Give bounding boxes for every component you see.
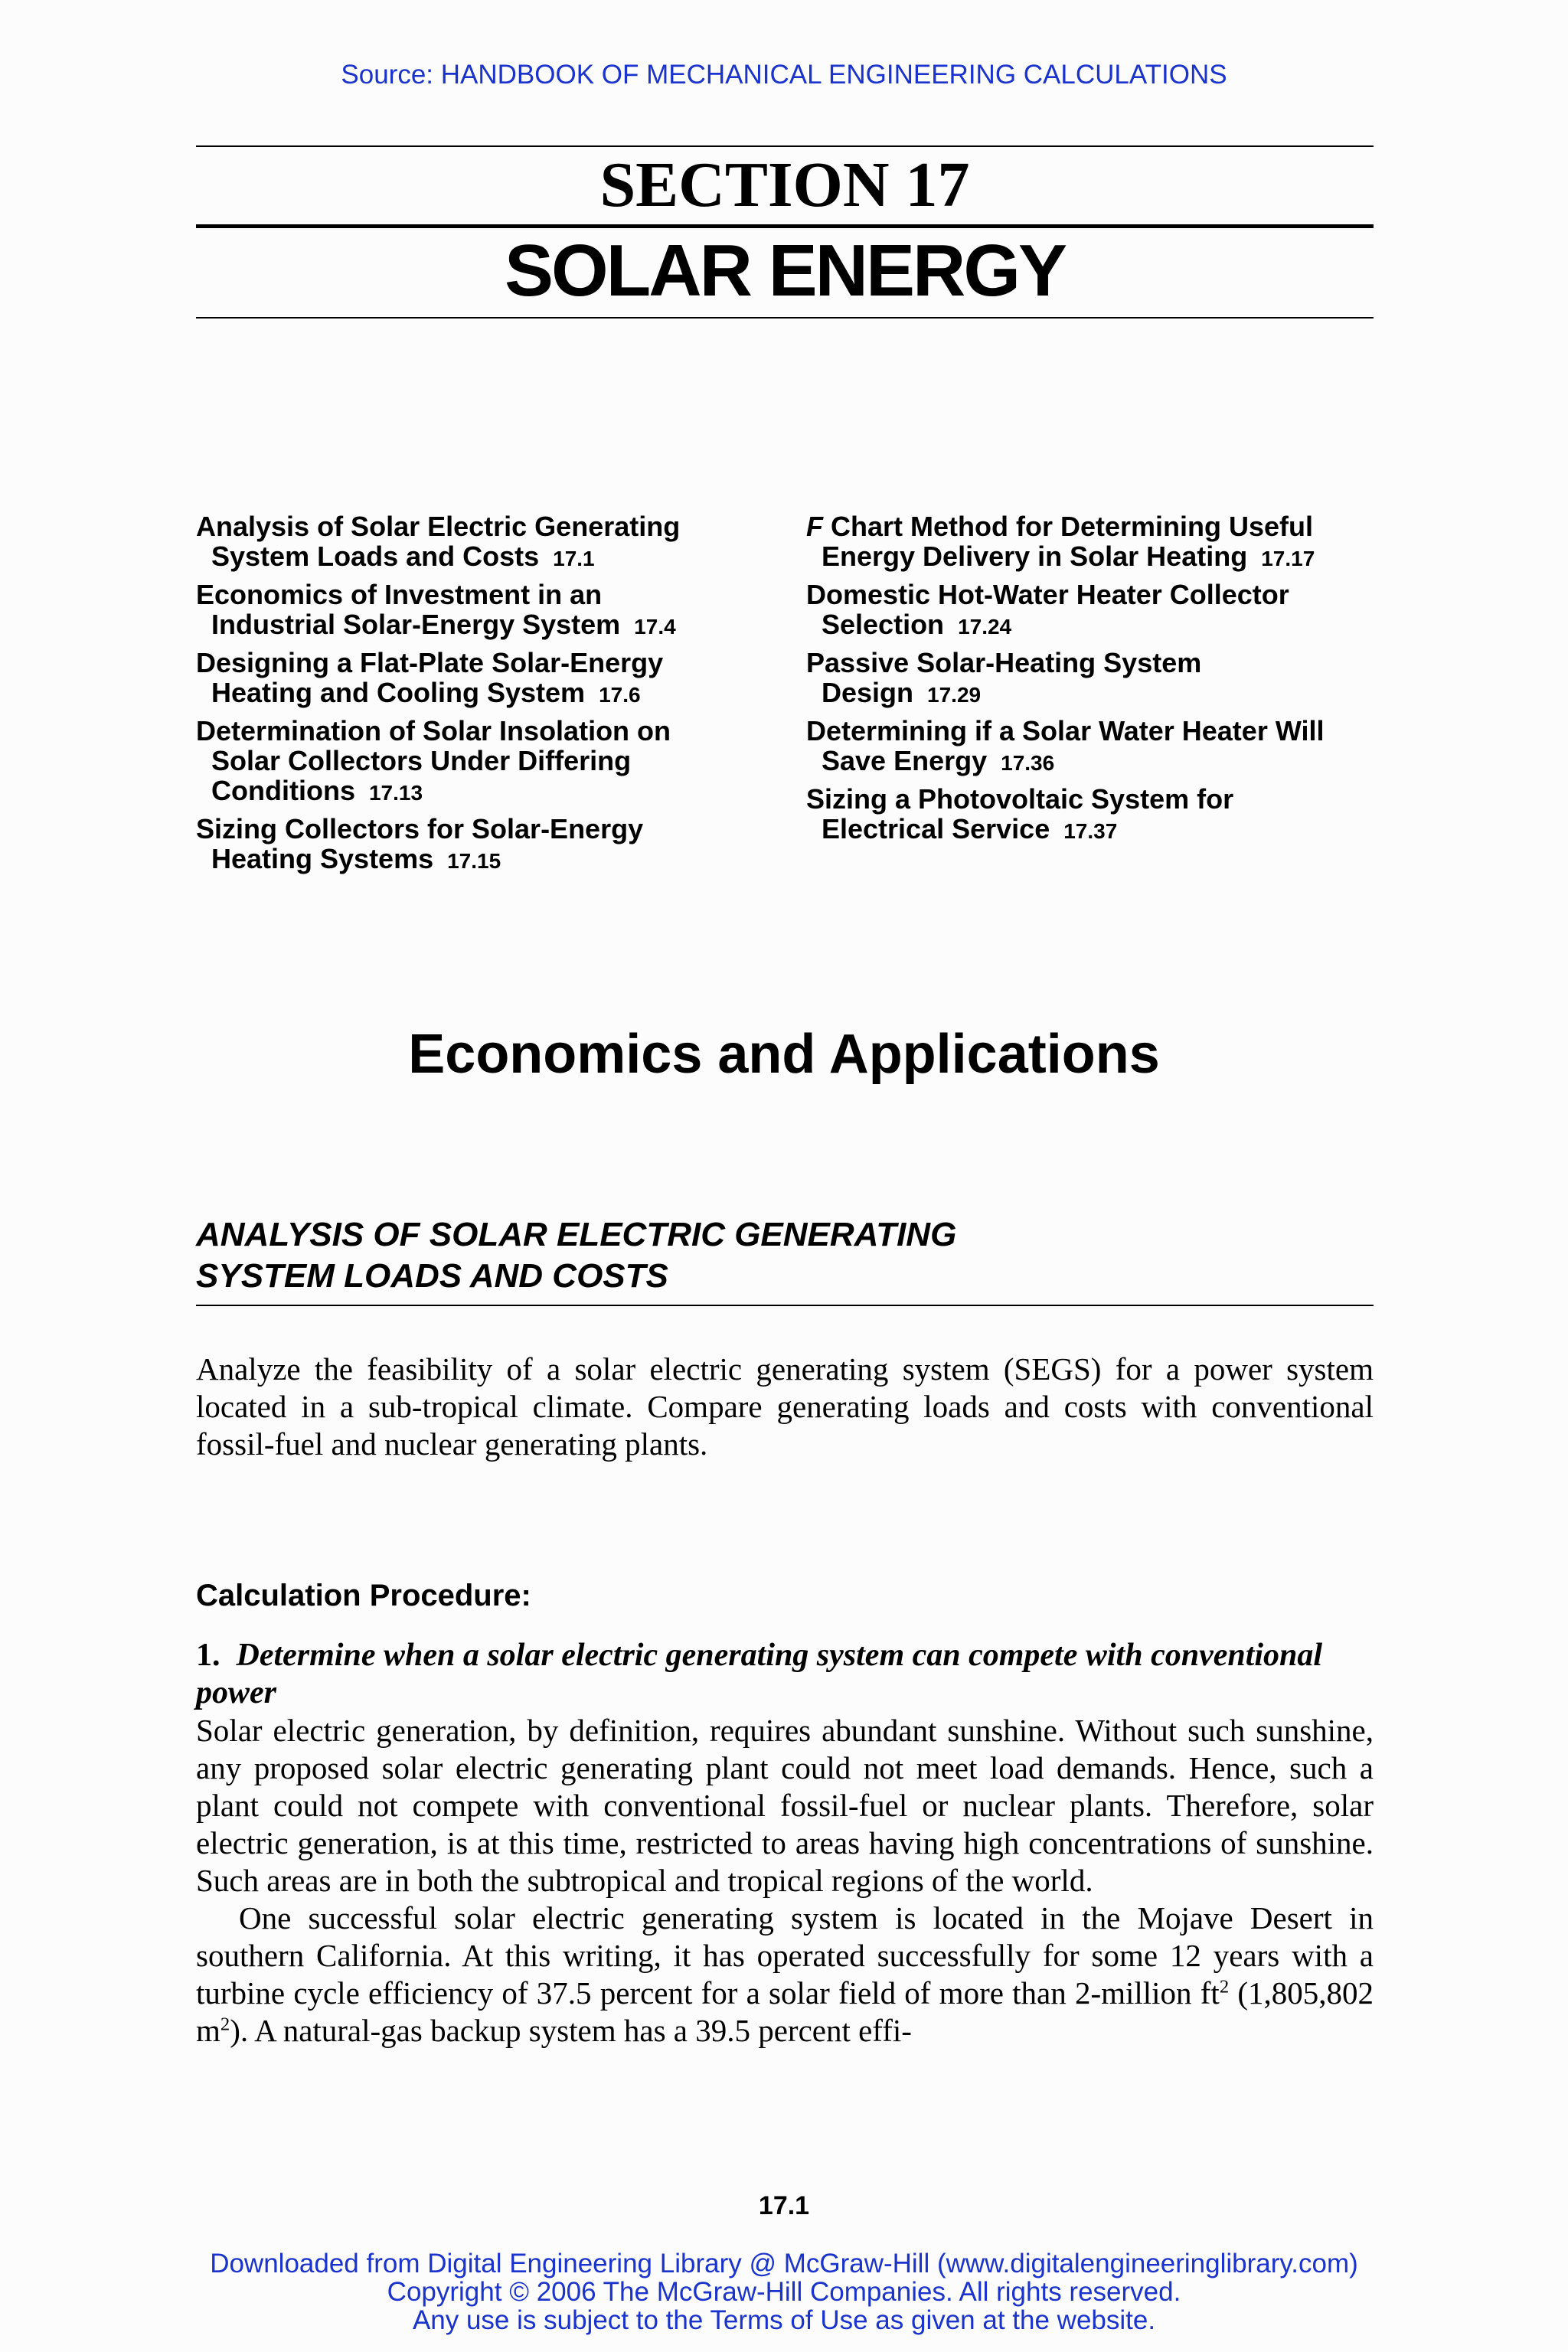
toc-item-line: Selection	[822, 609, 945, 640]
toc-item[interactable]	[196, 511, 778, 573]
toc-item[interactable]	[806, 511, 1388, 573]
toc-item-line: Heating Systems	[211, 843, 434, 874]
problem-statement	[196, 1351, 1374, 1463]
bottom-rule	[196, 317, 1374, 318]
section-number: SECTION 17	[599, 149, 970, 220]
step-heading	[196, 1637, 1374, 1712]
problem-title-line: SYSTEM LOADS AND COSTS	[196, 1257, 668, 1295]
toc-item[interactable]	[806, 784, 1388, 846]
toc-item-line: Heating and Cooling System	[211, 677, 586, 708]
toc-page-number: 17.24	[958, 615, 1012, 639]
toc-item-line: Sizing a Photovoltaic System for	[806, 783, 1234, 815]
step-heading-text: Determine when a solar electric generating system can compete with conventional power	[196, 1638, 1323, 1710]
toc-page-number: 17.6	[599, 683, 641, 707]
step-number: 1.	[196, 1638, 220, 1673]
toc-item-line: Domestic Hot-Water Heater Collector	[806, 579, 1289, 610]
toc-item[interactable]	[806, 648, 1388, 710]
section-title: SOLAR ENERGY	[504, 230, 1066, 312]
toc-item-line: Determination of Solar Insolation on	[196, 715, 671, 746]
toc-item-line: Save Energy	[822, 745, 988, 776]
toc-page-number: 17.29	[927, 683, 982, 707]
problem-title-rule	[196, 1305, 1374, 1306]
toc-page-number: 17.15	[447, 849, 501, 873]
toc-item[interactable]	[196, 716, 778, 808]
step-paragraph: Solar electric generation, by definition, requires abundant sunshine. Without such sunshine, any proposed solar electric generating plant could not meet load demands. Hence, such a plant could not compete with conventional fossil-fuel or nuclear plants. Therefore, solar electric generation, is at this time, restricted to areas having high concentrations of sunshine. Such areas are in both the subtropical and tropical regions of the world.	[196, 1713, 1374, 1898]
toc-page-number: 17.37	[1063, 819, 1118, 843]
problem-title-line: ANALYSIS OF SOLAR ELECTRIC GENERATING	[196, 1216, 957, 1253]
toc-page-number: 17.4	[634, 615, 676, 639]
toc-item-line: Designing a Flat-Plate Solar-Energy	[196, 647, 664, 678]
toc-item-italic-prefix: F	[806, 511, 823, 542]
toc-item[interactable]	[806, 580, 1388, 642]
toc-page-number: 17.36	[1001, 751, 1055, 775]
toc-item-line: Passive Solar-Heating System	[806, 647, 1202, 678]
footer-terms-link[interactable]: Any use is subject to the Terms of Use as given at the website.	[412, 2305, 1156, 2335]
step-paragraph: One successful solar electric generating system is located in the Mojave Desert in southern California. At this writing, it has operated successfully for some 12 years with a turbine cycle efficiency of 37.5 percent for a solar field of more than 2-million $ft^2$ (1,805,802 $m^2$). A natural-gas backup system has a 39.5 percent effi-	[196, 1900, 1374, 2048]
toc-item[interactable]	[196, 648, 778, 710]
footer-download-link[interactable]: Downloaded from Digital Engineering Library @ McGraw-Hill (www.digitalengineeringlibrary.com)	[210, 2249, 1358, 2278]
toc-item-line: Economics of Investment in an	[196, 579, 603, 610]
toc-item-line: Energy Delivery in Solar Heating	[822, 541, 1248, 572]
footer	[0, 2249, 1568, 2334]
toc-item[interactable]	[196, 814, 778, 876]
toc-item-line: Industrial Solar-Energy System	[211, 609, 621, 640]
toc-page-number: 17.17	[1261, 547, 1315, 570]
part-title: Economics and Applications	[408, 1024, 1160, 1085]
toc-item-line: Electrical Service	[822, 813, 1050, 844]
toc-page-number: 17.13	[368, 781, 423, 805]
problem-statement-text: Analyze the feasibility of a solar electric generating system (SEGS) for a power system located in a sub-tropical climate. Compare generating loads and costs with conventional fossil-fuel and nuclear generating plants.	[196, 1351, 1374, 1462]
toc-item-line: Analysis of Solar Electric Generating	[196, 511, 681, 542]
toc-page-number: 17.1	[553, 547, 595, 570]
page-number: 17.1	[758, 2191, 810, 2220]
calc-procedure-heading: Calculation Procedure:	[196, 1579, 531, 1612]
toc-item-line: Determining if a Solar Water Heater Will	[806, 715, 1325, 746]
toc-item-line: Chart Method for Determining Useful	[823, 511, 1314, 542]
footer-copyright: Copyright © 2006 The McGraw-Hill Companies. All rights reserved.	[387, 2277, 1181, 2307]
toc-item-line: Design	[822, 677, 914, 708]
toc-item[interactable]	[806, 716, 1388, 778]
problem-title	[196, 1214, 1374, 1297]
step-1-block	[196, 1637, 1374, 2050]
toc-item[interactable]	[196, 580, 778, 642]
toc-left-column	[196, 511, 778, 882]
toc-item-line: Sizing Collectors for Solar-Energy	[196, 813, 644, 844]
source-line[interactable]: Source: HANDBOOK OF MECHANICAL ENGINEERING CALCULATIONS	[341, 60, 1227, 90]
toc-right-column	[806, 511, 1388, 852]
toc-item-line: System Loads and Costs	[211, 541, 540, 572]
toc-item-line: Solar Collectors Under Differing	[211, 745, 632, 776]
toc-item-line: Conditions	[211, 775, 355, 806]
